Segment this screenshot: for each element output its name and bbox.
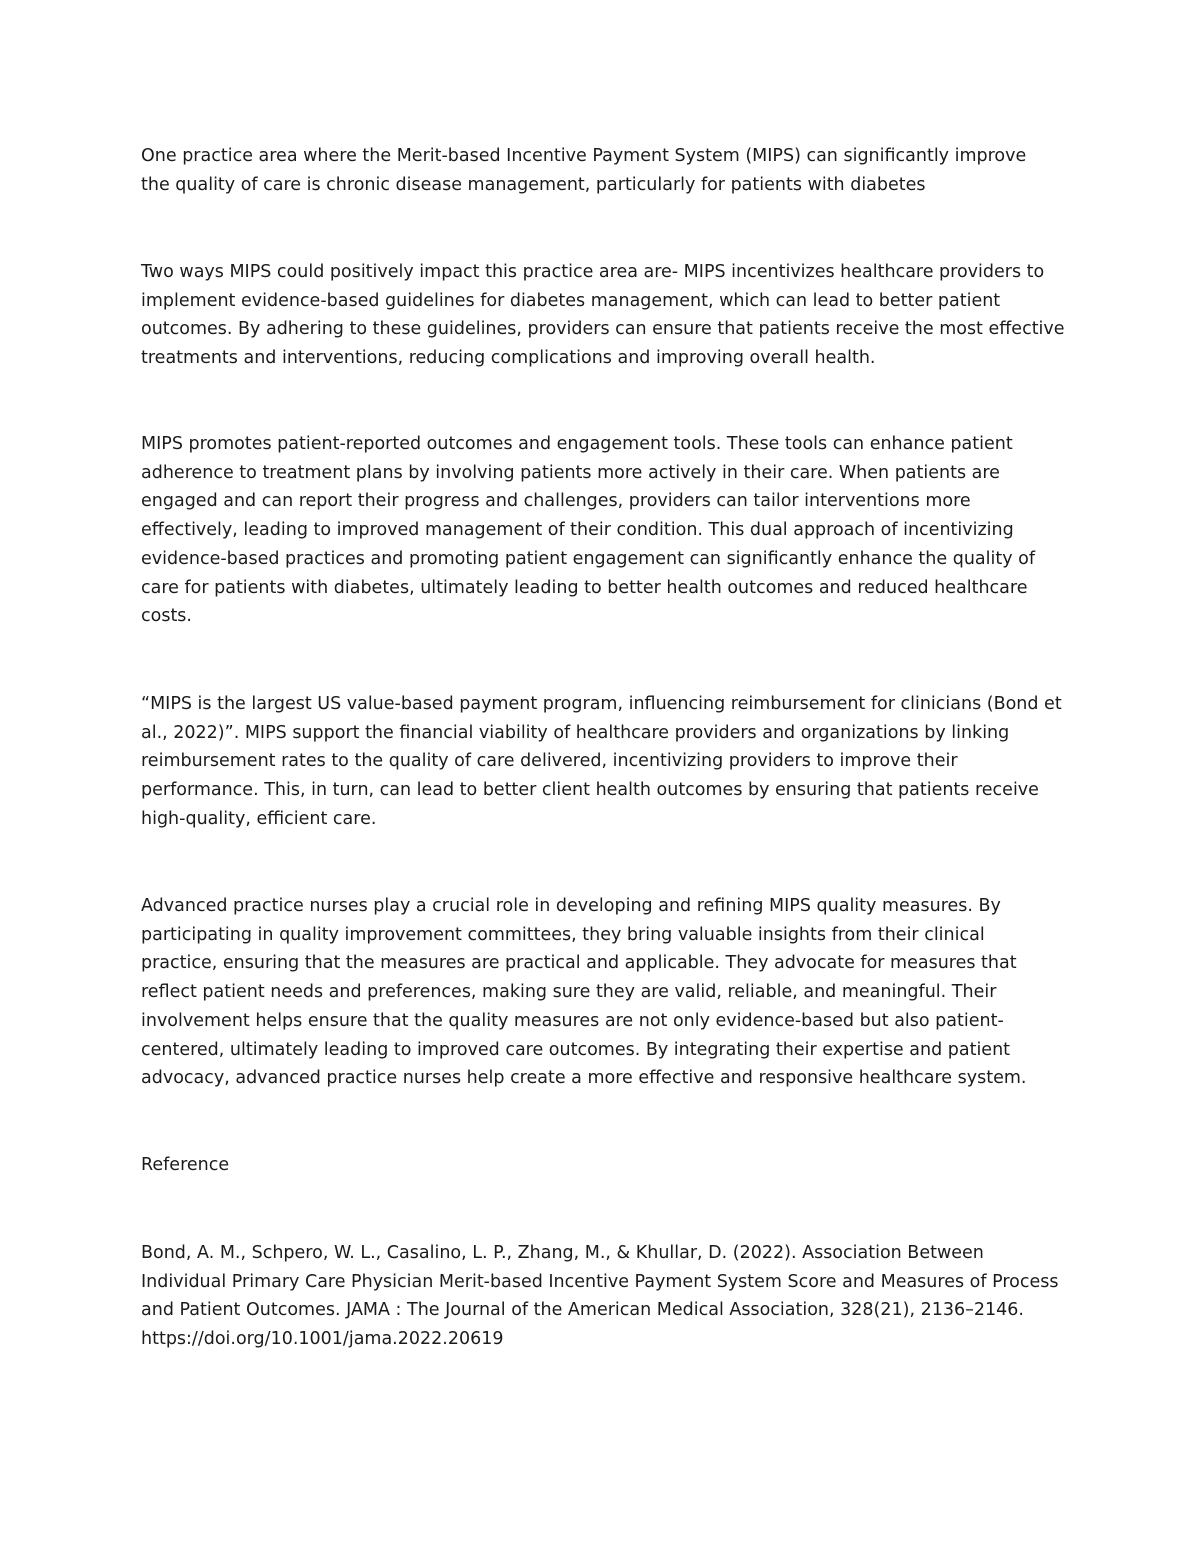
paragraph-financial-viability: “MIPS is the largest US value-based payment program, influencing reimbursement for clinicians (Bond et al., 2022)”. MIPS support the financial viability of healthcare providers and organizations by linking reimbursement rates to the quality of care delivered, incentivizing providers to improve their performance. This, in turn, can lead to better client health outcomes by ensuring that patients receive high-quality, efficient care. [141,694,1062,829]
paragraph-practice-area: One practice area where the Merit-based Incentive Payment System (MIPS) can significantly improve the quality of care is chronic disease management, particularly for patients with diabetes [141,146,1027,195]
paragraph-two-ways: Two ways MIPS could positively impact this practice area are- MIPS incentivizes healthcare providers to implement evidence-based guidelines for diabetes management, which can lead to better patient outcomes. By adhering to these guidelines, providers can ensure that patients receive the most effective treatments and interventions, reducing complications and improving overall health. [141,262,1065,369]
reference-heading: Reference [141,1155,230,1175]
paragraph-patient-engagement: MIPS promotes patient-reported outcomes and engagement tools. These tools can enhance patient adherence to treatment plans by involving patients more actively in their care. When patients are engaged and can report their progress and challenges, providers can tailor interventions more effectively, leading to improved management of their condition. This dual approach of incentivizing evidence-based practices and promoting patient engagement can significantly enhance the quality of care for patients with diabetes, ultimately leading to better health outcomes and reduced healthcare costs. [141,434,1036,627]
reference-entry: Bond, A. M., Schpero, W. L., Casalino, L. P., Zhang, M., & Khullar, D. (2022). Association Between Individual Primary Care Physician Merit-based Incentive Payment System Score and Measures of Process and Patient Outcomes. JAMA : The Journal of the American Medical Association, 328(21), 2136–2146. https://doi.org/10.1001/jama.2022.20619 [141,1243,1059,1350]
paragraph-advanced-practice-nurses: Advanced practice nurses play a crucial role in developing and refining MIPS quality measures. By participating in quality improvement committees, they bring valuable insights from their clinical practice, ensuring that the measures are practical and applicable. They advocate for measures that reflect patient needs and preferences, making sure they are valid, reliable, and meaningful. Their involvement helps ensure that the quality measures are not only evidence-based but also patient- centered, ultimately leading to improved care outcomes. By integrating their expertise and patient advocacy, advanced practice nurses help create a more effective and responsive healthcare system. [141,896,1027,1089]
